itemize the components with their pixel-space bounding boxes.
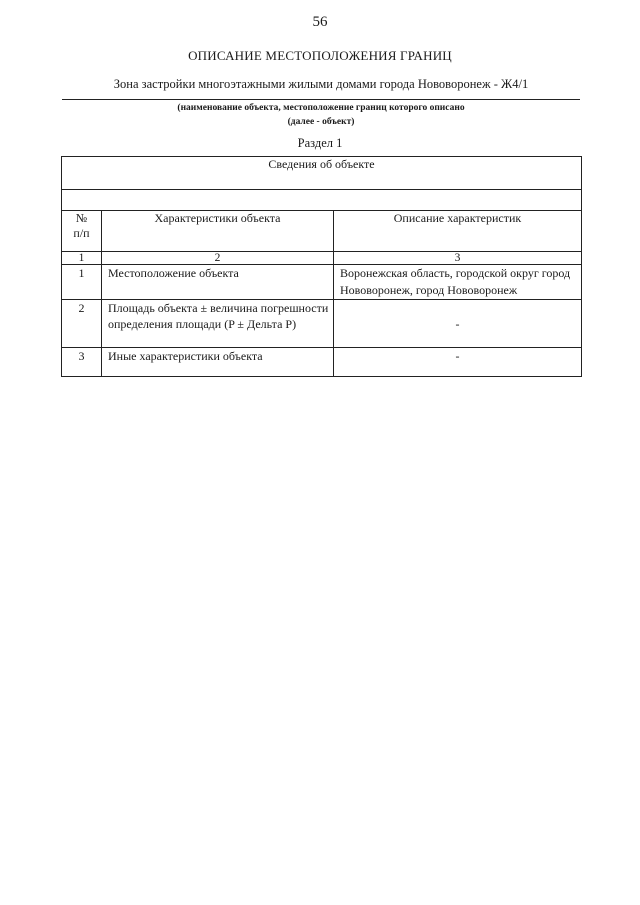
header-characteristics: Характеристики объекта [102,211,334,252]
row-description: - [334,348,582,377]
page-number: 56 [312,14,328,30]
object-note-line-2: (далее - объект) [287,117,355,127]
row-characteristic: Местоположение объекта [102,265,334,300]
row-description: Воронежская область, городской округ город Нововоронеж, город Нововоронеж [334,265,582,300]
object-note-line-1: (наименование объекта, местоположение границ которого описано [177,103,465,113]
table-row [62,300,582,348]
table-caption: Сведения об объекте [62,157,582,190]
header-num [62,211,102,252]
underline-rule [62,99,580,100]
column-number-3: 3 [334,252,582,265]
header-description: Описание характеристик [334,211,582,252]
header-num-text: № п/п [73,211,90,240]
table-row [62,265,582,300]
row-num: 1 [62,265,102,300]
section-label: Раздел 1 [297,136,343,150]
table-header-row [62,211,582,252]
document-subtitle: Зона застройки многоэтажными жилыми домами города Нововоронеж - Ж4/1 [113,77,529,91]
table-row [62,348,582,377]
row-num: 3 [62,348,102,377]
row-num: 2 [62,300,102,348]
column-number-1: 1 [62,252,102,265]
empty-cell [62,190,582,211]
row-description: - [334,300,582,348]
row-characteristic: Иные характеристики объекта [102,348,334,377]
column-number-2: 2 [102,252,334,265]
table-empty-row [62,190,582,211]
document-title: ОПИСАНИЕ МЕСТОПОЛОЖЕНИЯ ГРАНИЦ [188,48,452,63]
table-caption-row [62,157,582,190]
object-info-table [61,156,582,377]
row-characteristic: Площадь объекта ± величина погрешности определения площади (P ± Дельта P) [102,300,334,348]
column-number-row [62,252,582,265]
